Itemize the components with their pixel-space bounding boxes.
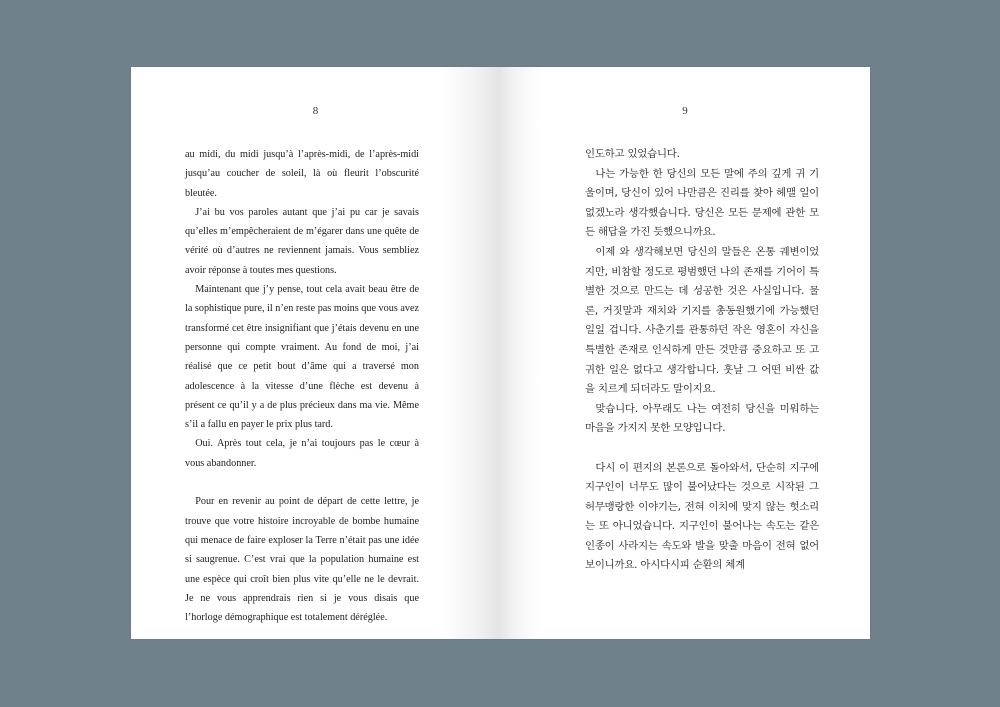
- paragraph: Oui. Après tout cela, je n’ai toujours pas le cœur à vous abandonner.: [185, 438, 419, 469]
- paragraph: J’ai bu vos paroles autant que j’ai pu car je savais qu’elles m’empêcheraient de m’égarer dans une quête de vérité où d’autres ne reviennent jamais. Vous sembliez avoir réponse à toutes mes questions.: [185, 206, 419, 276]
- left-page: [131, 67, 500, 639]
- paragraph: au midi, du midi jusqu’à l’après-midi, de l’après-midi jusqu’au coucher de soleil, là où fleurit l’obscurité bleutée.: [185, 149, 419, 199]
- paragraph: 맞습니다. 아무래도 나는 여전히 당신을 미워하는 마음을 가지지 못한 모양입니다.: [585, 402, 819, 435]
- right-page-body: [585, 145, 819, 576]
- page-number-right: 9: [682, 105, 688, 117]
- section-break: [185, 473, 419, 492]
- section-break: [585, 439, 819, 459]
- left-page-body: [185, 145, 419, 627]
- paragraph: 다시 이 편지의 본론으로 돌아와서, 단순히 지구에 지구인이 너무도 많이 불어났다는 것으로 시작된 그 허무맹랑한 이야기는, 전혀 이치에 맞지 않는 헛소리는 또 아니었습니다. 지구인이 불어나는 속도는 같은 인종이 사라지는 속도와 발을 맞출 마음이 전혀 없어 보이니까요. 아시다시피 순환의 체계: [585, 461, 819, 572]
- book-spread: [131, 67, 870, 639]
- paragraph: Maintenant que j’y pense, tout cela avait beau être de la sophistique pure, il n’en reste pas moins que vous avez transformé cet être insignifiant que j’étais devenu en une personne qui compte vraiment. Au fond de moi, j’ai réalisé que ce petit bout d’âme qui a traversé mon adolescence à la vitesse d’une flèche est devenu à présent ce qu’il y a de plus précieux dans ma vie. Même s’il a fallu en payer le prix plus tard.: [185, 284, 419, 431]
- paragraph: 이제 와 생각해보면 당신의 말들은 온통 궤변이었지만, 비참할 정도로 평범했던 나의 존재를 기어이 특별한 것으로 만드는 데 성공한 것은 사실입니다. 물론, 거짓말과 재치와 기지를 총동원했기에 가능했던 일일 겁니다. 사춘기를 관통하던 작은 영혼이 자신을 특별한 존재로 인식하게 만든 것만큼 중요하고 또 고귀한 일은 없다고 생각합니다. 훗날 그 어떤 비싼 값을 치르게 되더라도 말이지요.: [585, 245, 819, 396]
- paragraph: 인도하고 있었습니다.: [585, 148, 680, 160]
- page-number-left: 8: [312, 105, 319, 117]
- paragraph: Pour en revenir au point de départ de cette lettre, je trouve que votre histoire incroyable de bombe humaine qui menace de faire exploser la Terre n’était pas une idée si saugrenue. C’est vrai que la population humaine est une espèce qui croît bien plus vite qu’elle ne le devrait. Je ne vous apprendrais rien si je vous disais que l’horloge démographique est totalement déréglée.: [185, 496, 419, 624]
- right-page: [500, 67, 870, 639]
- paragraph: 나는 가능한 한 당신의 모든 말에 주의 깊게 귀 기울이며, 당신이 있어 나만큼은 진리를 찾아 헤맬 일이 없겠노라 생각했습니다. 당신은 모든 문제에 관한 모든 해답을 가진 듯했으니까요.: [585, 167, 819, 239]
